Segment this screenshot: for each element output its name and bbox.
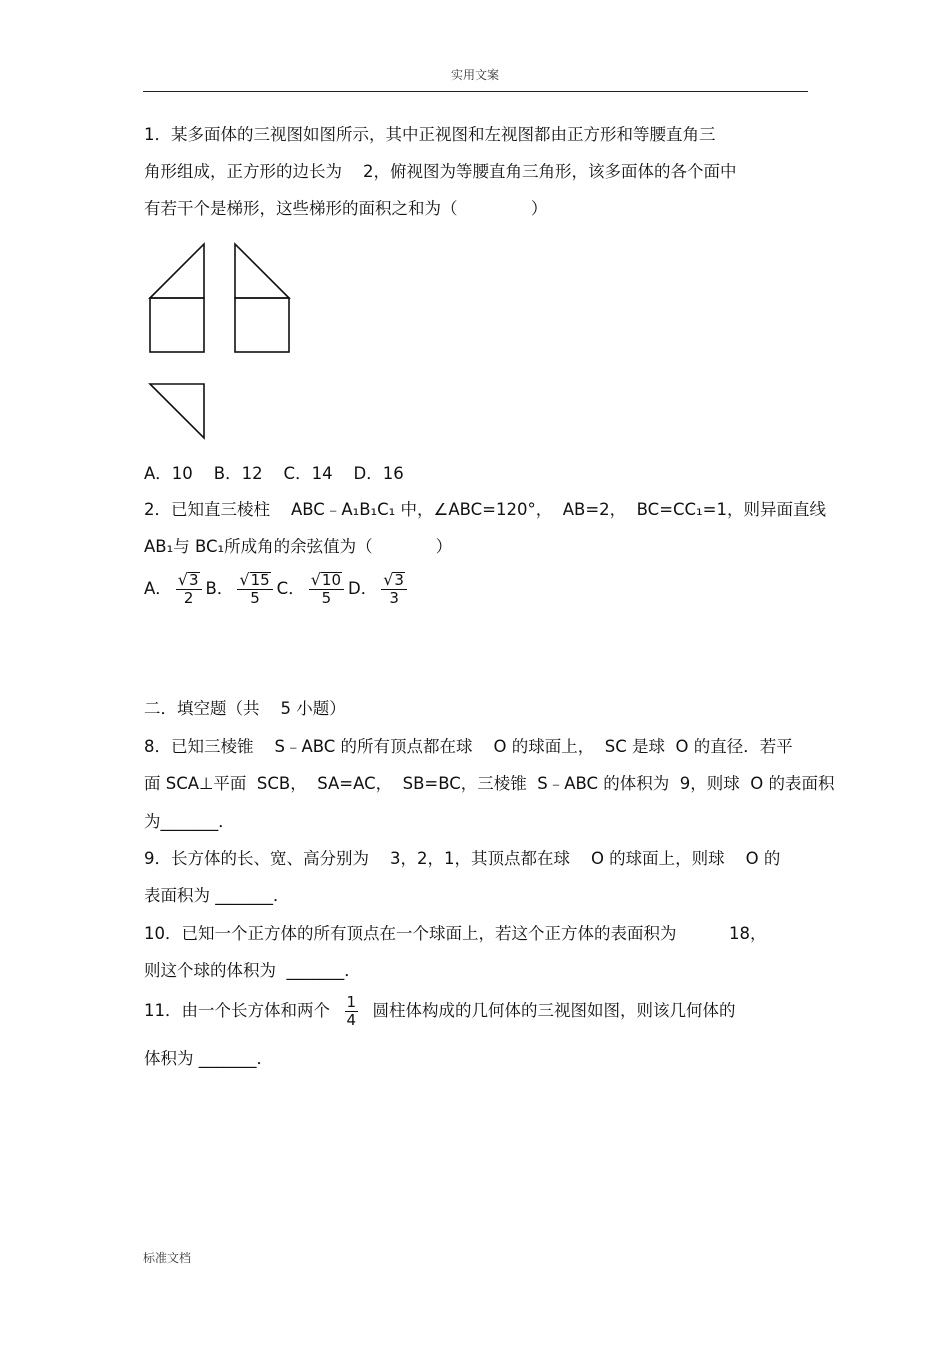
q2-option-c-denominator: 5 xyxy=(321,589,332,607)
q11-line-2: 体积为 _______． xyxy=(144,1049,273,1068)
q2-option-a-fraction: √ 3 2 xyxy=(176,571,202,607)
side-view-square xyxy=(235,298,289,352)
q11-fraction-denominator: 4 xyxy=(346,1010,357,1029)
q2-option-a-radicand: 3 xyxy=(189,571,199,589)
q2-options xyxy=(144,569,411,609)
q10-line-2: 则这个球的体积为 _______． xyxy=(144,961,361,980)
q8-line-1: 8．已知三棱锥 S﹣ABC 的所有顶点都在球 O 的球面上， SC 是球 O 的直径．若平 xyxy=(144,737,793,756)
q11-line-1-suffix: 圆柱体构成的几何体的三视图如图，则该几何体的 xyxy=(362,1001,736,1020)
q2-option-a-denominator: 2 xyxy=(183,589,194,607)
q1-line-3: 有若干个是梯形，这些梯形的面积之和为（ ） xyxy=(144,199,548,218)
q2-option-a-label: A． xyxy=(144,579,172,598)
three-view-figure xyxy=(140,238,300,448)
front-view-square xyxy=(150,298,204,352)
q11-fraction-numerator: 1 xyxy=(346,992,357,1011)
section-2-title: 二．填空题（共 5 小题） xyxy=(144,699,346,718)
side-view xyxy=(235,244,289,352)
q2-option-b-radicand: 15 xyxy=(250,571,270,589)
q11-fraction xyxy=(345,994,359,1029)
q2-option-c-radicand: 10 xyxy=(321,571,341,589)
q10-line-1: 10．已知一个正方体的所有顶点在一个球面上，若这个正方体的表面积为 18， xyxy=(144,924,767,943)
q2-line-1: 2．已知直三棱柱 ABC﹣A₁B₁C₁ 中，∠ABC=120°， AB=2， BC=CC₁=1，则异面直线 xyxy=(144,500,826,519)
q2-option-b-label: B． xyxy=(205,579,234,598)
q2-line-2: AB₁与 BC₁所成角的余弦值为（ ） xyxy=(144,537,453,556)
header-title: 实用文案 xyxy=(450,68,499,82)
q2-option-d-denominator: 3 xyxy=(389,589,399,607)
front-view-triangle xyxy=(150,244,204,298)
q2-option-d-label: D． xyxy=(348,579,378,598)
q2-option-c-fraction: √ 10 5 xyxy=(309,571,344,607)
q9-line-1: 9．长方体的长、宽、高分别为 3，2，1，其顶点都在球 O 的球面上，则球 O 的 xyxy=(144,849,781,868)
q2-option-b-fraction: √ 15 5 xyxy=(237,571,272,607)
q1-line-2: 角形组成，正方形的边长为 2，俯视图为等腰直角三角形，该多面体的各个面中 xyxy=(144,162,737,181)
q2-option-d-radicand: 3 xyxy=(394,571,404,589)
q9-line-2: 表面积为 _______． xyxy=(144,886,290,905)
top-view xyxy=(150,384,204,438)
q1-line-1: 1．某多面体的三视图如图所示，其中正视图和左视图都由正方形和等腰直角三 xyxy=(144,125,716,144)
top-view-triangle xyxy=(150,384,204,438)
q11-line-1 xyxy=(144,990,736,1032)
q2-option-c-label: C． xyxy=(276,579,305,598)
q8-line-2: 面 SCA⊥平面 SCB， SA=AC， SB=BC，三棱锥 S﹣ABC 的体积为 9，则球 O 的表面积 xyxy=(144,774,835,793)
header-divider xyxy=(143,91,808,92)
q1-options: A．10 B．12 C．14 D．16 xyxy=(144,464,404,483)
q8-line-3: 为_______． xyxy=(144,812,235,831)
side-view-triangle xyxy=(235,244,289,298)
q2-option-b-denominator: 5 xyxy=(250,589,260,607)
footer-text: 标准文档 xyxy=(143,1251,192,1265)
q11-line-1-prefix: 11．由一个长方体和两个 xyxy=(144,1001,341,1020)
q2-option-d-fraction: √ 3 3 xyxy=(381,571,407,607)
front-view xyxy=(150,244,204,352)
